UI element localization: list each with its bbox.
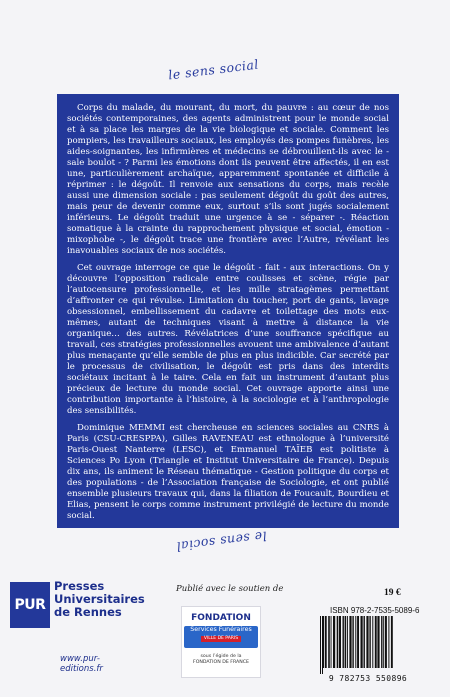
authors-paragraph: Dominique MEMMI est chercheuse en sciences sociales au CNRS à Paris (CSU-CRESPPA), Gilles RAVENEAU est ethnologue à l’université Paris-Ouest Nanterre (LESC), et Emmanuel TAÏEB est politiste à Sciences Po Lyon (Triangle et Institut Universitaire de France). Depuis dix ans, ils animent le Réseau thématique - Gestion politique du corps et des populations - de l’Association française de Sociologie, et ont publié ensemble plusieurs travaux qui, dans la filiation de Foucault, Bourdieu et Elias, pensent le corps comme instrument privilégié de lecture du monde social. [67,423,389,521]
series-logo-bottom: le sens social [175,528,268,555]
support-block [176,584,286,684]
barcode-bar [385,616,387,668]
barcode-bar [347,616,348,668]
barcode-bar [331,616,332,668]
barcode-bar [325,616,327,668]
barcode-bar [375,616,377,668]
fondation-title: FONDATION [191,613,251,623]
support-label: Publié avec le soutien de [176,584,284,594]
barcode-bar [361,616,363,668]
summary-panel [57,94,399,528]
barcode-bar [364,616,365,668]
summary-paragraph-2: Cet ouvrage interroge ce que le dégoût - fait - aux interactions. On y découvre l’opposition radicale entre coulisses et scène, régie par l’autocensure professionnelle, et les mille stratagèmes permettant d’affronter ce qui révulse. Limitation du toucher, port de gants, lavage obsessionnel, embellissement du cadavre et toilettage des mots eux-mêmes, autant de techniques visant à mettre à distance la vie organique… des autres. Révélatrices d’une souffrance spécifique au travail, ces stratégies professionnelles avouent une ambivalence d’autant plus menaçante qu’elle semble de plus en plus indicible. Car secrété par le processus de civilisation, le dégoût est pris dans des interdits sociétaux incitant à le taire. Cela en fait un instrument d’autant plus précieux de lecture du monde social. Cet ouvrage apporte ainsi une contribution importante à l’histoire, à la sociologie et à l’anthropologie des sensibilités. [67,263,389,416]
barcode-bar [372,616,373,668]
barcode-bar [328,616,330,668]
barcode-bar [343,616,344,668]
barcode-bar [337,616,338,668]
barcode-bar [383,616,384,668]
barcode-bar [366,616,368,668]
series-logo-top: le sens social [167,56,260,83]
price: 19 € [384,588,401,598]
fondation-logo [181,606,261,678]
barcode-bar [349,616,351,668]
barcode-bar [381,616,382,668]
publisher-name [54,580,145,619]
publisher-name-line: Universitaires [54,592,145,606]
fondation-band-city: VILLE DE PARIS [201,636,241,642]
fondation-band [184,626,258,648]
barcode-bar [323,616,324,668]
barcode-bar [357,616,359,668]
fondation-note-line: sous l’égide de la [200,654,242,659]
pur-logo: PUR [10,582,50,628]
barcode-bar [355,616,356,668]
barcode-bar [322,616,323,674]
publisher-block [10,579,145,680]
barcode-bar [352,616,353,668]
barcode-bar [377,616,379,668]
fondation-note [182,654,260,666]
barcode-bar [339,616,341,668]
barcode [318,616,418,674]
barcode-bar [391,616,393,668]
barcode-bar [345,616,347,668]
publisher-name-line: de Rennes [54,605,122,619]
barcode-bar [320,616,321,674]
publisher-name-line: Presses [54,579,105,593]
isbn: ISBN 978-2-7535-5089-6 [330,606,420,615]
barcode-bar [369,616,370,668]
barcode-digits: 9 782753 550896 [328,674,408,683]
summary-paragraph-1: Corps du malade, du mourant, du mort, du pauvre : au cœur de nos sociétés contemporaines, des agents administrent pour le monde social et à sa place les marges de la vie biologique et sociale. Comment les pompiers, les travailleurs sociaux, les employés des pompes funèbres, les aides-soignantes, les infirmières et médecins se débrouillent-ils avec le - sale boulot - ? Parmi les émotions dont ils peuvent être affectés, il en est une, particulièrement archaïque, apparemment spontanée et difficile à réprimer : le dégoût. Il renvoie aux sensations du corps, mais recèle aussi une dimension sociale : pas seulement dégoût du goût des autres, mais peur de devenir comme eux, surtout s’ils sont jugés socialement inférieurs. Le dégoût traduit une urgence à se - séparer -. Réaction somatique à la crainte du rapprochement physique et social, émotion - mixophobe -, le dégoût trace une frontière avec l’Autre, révélant les inavouables sociaux de nos sociétés. [67,103,389,256]
barcode-bar [388,616,389,668]
fondation-note-line: FONDATION DE FRANCE [193,660,249,665]
fondation-band-line: Services Funéraires [190,626,252,633]
barcode-bar [333,616,335,668]
publisher-url[interactable]: www.pur-editions.fr [60,654,103,674]
